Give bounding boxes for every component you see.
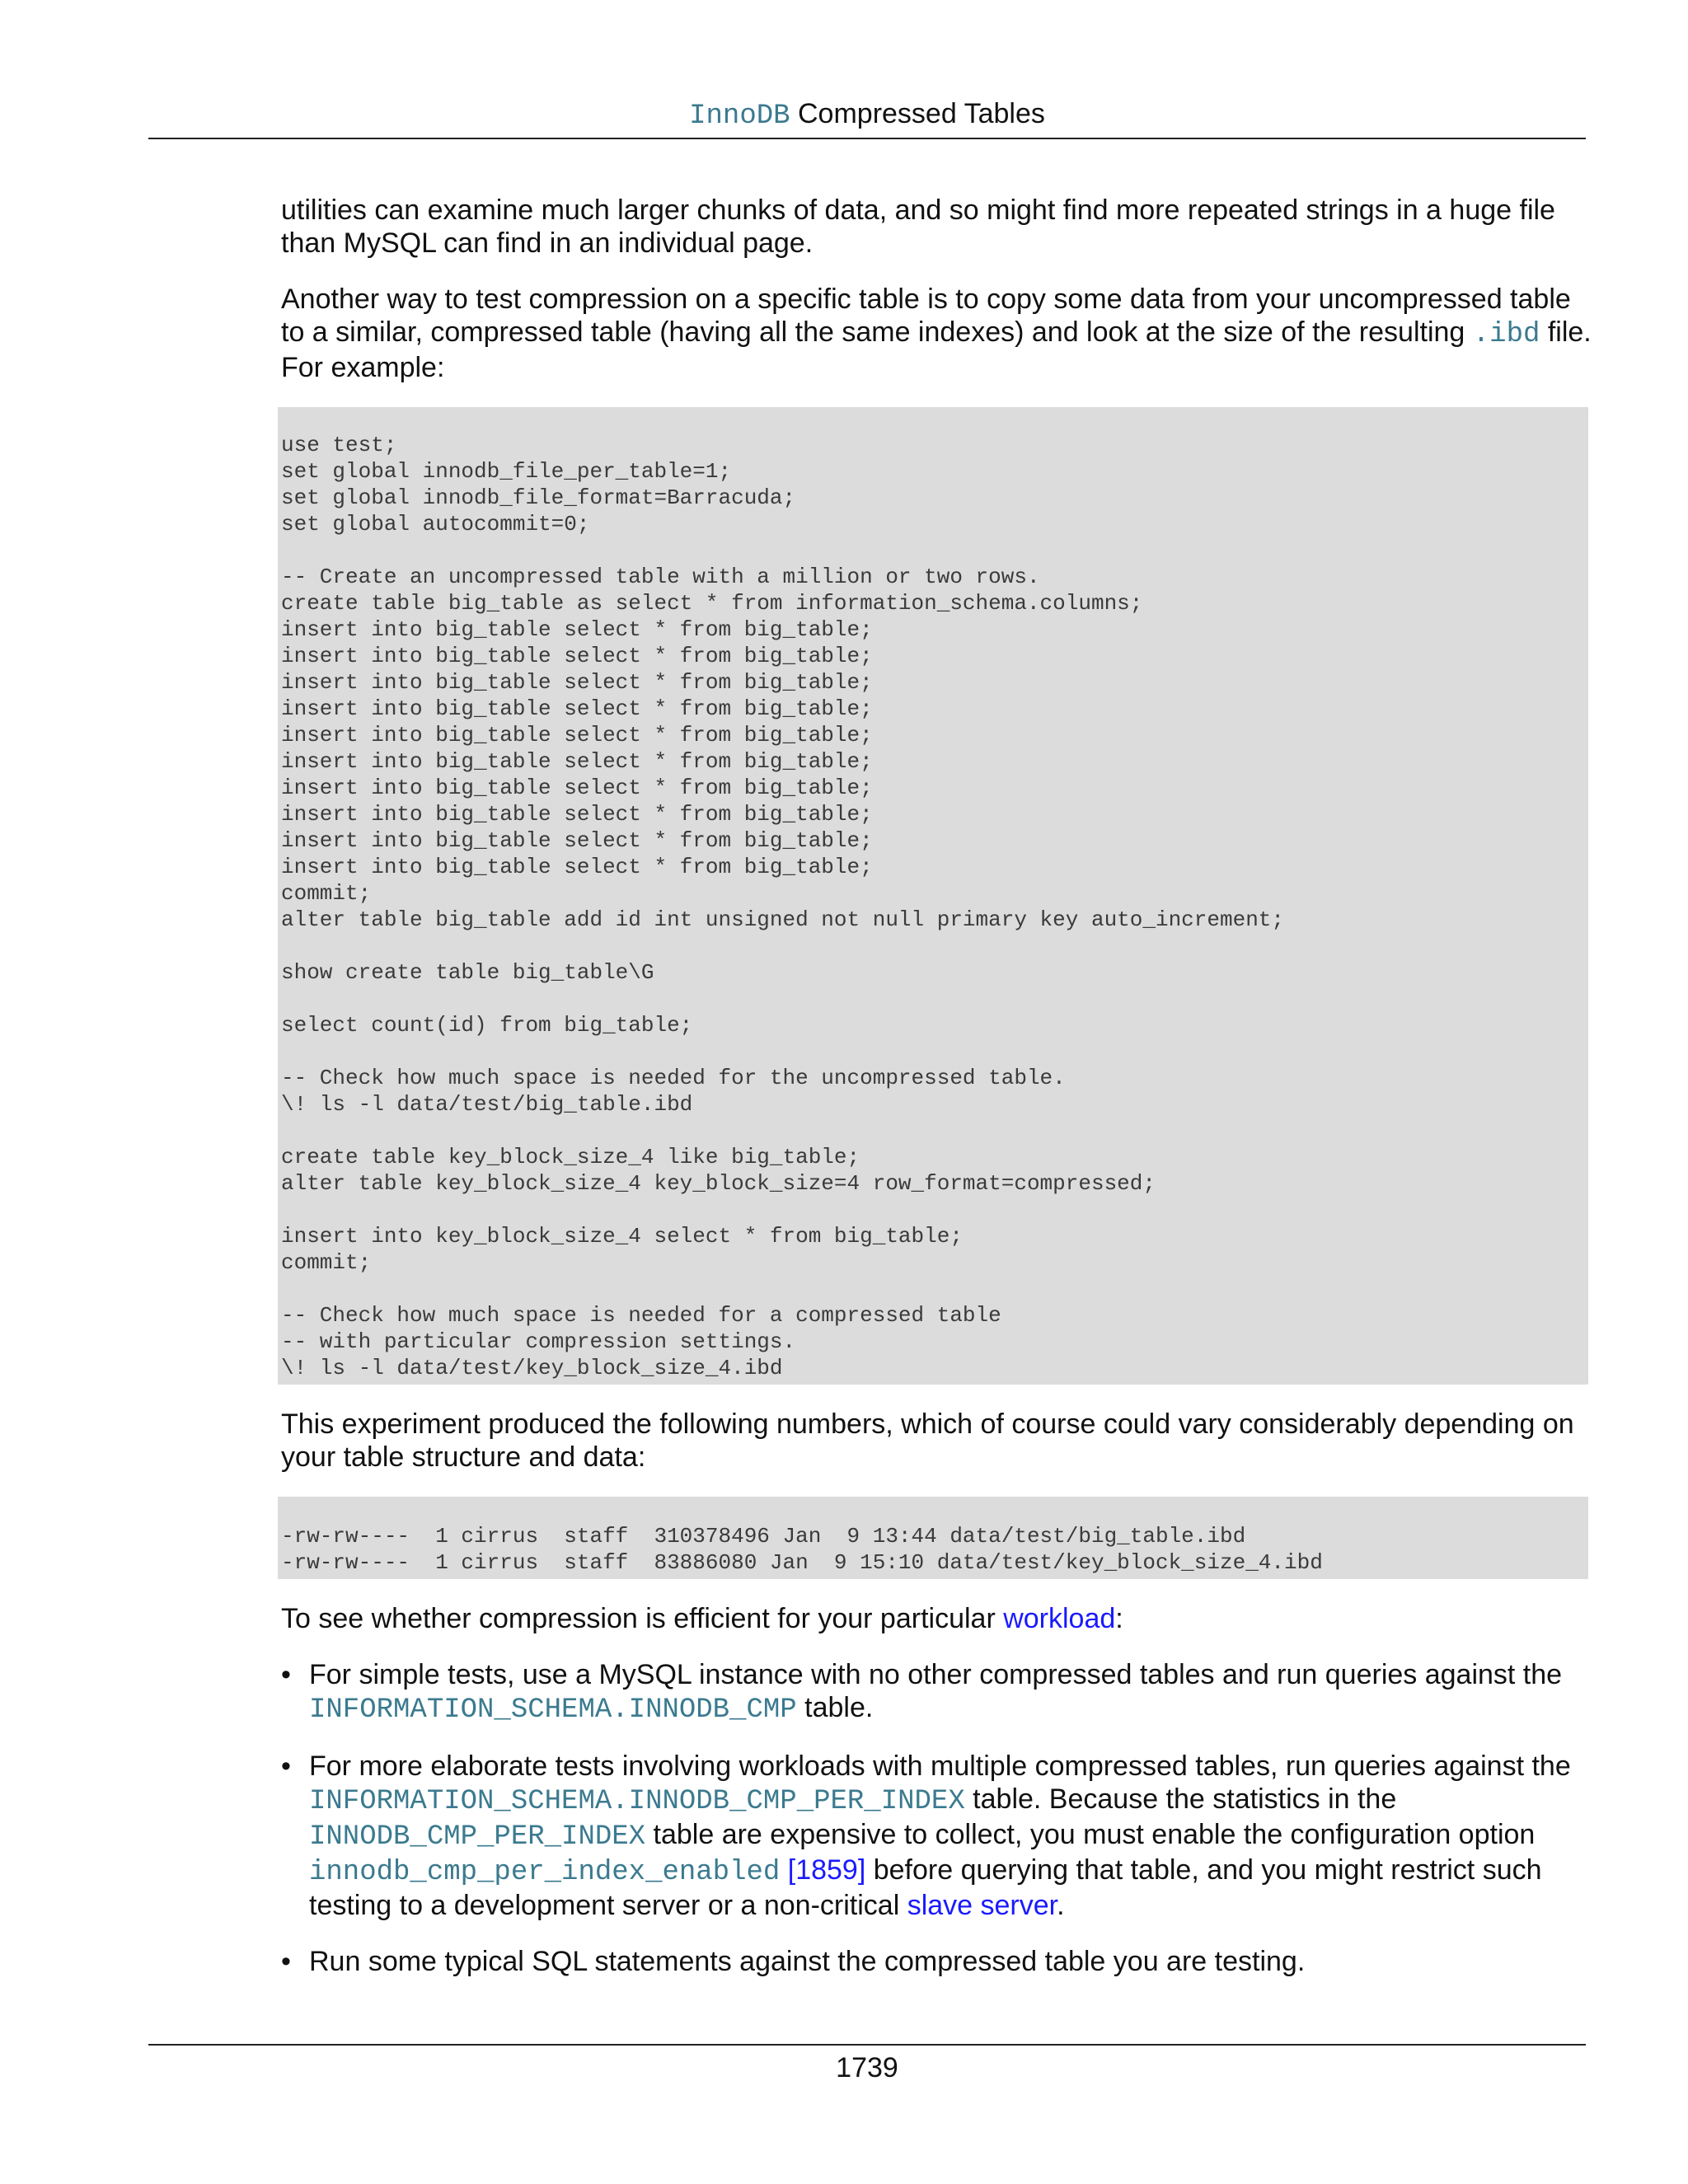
innodb-cmp-per-index-table-code: INNODB_CMP_PER_INDEX [309, 1821, 646, 1853]
header-title: Compressed Tables [790, 98, 1045, 129]
slave-server-link[interactable]: slave server [907, 1890, 1057, 1921]
paragraph-continuation: utilities can examine much larger chunks of data, and so might find more repeated strings in a huge file than MySQL can find in an individual page. [281, 194, 1555, 259]
main-content [281, 194, 1592, 2001]
list-text: For simple tests, use a MySQL instance with no other compressed tables and run queries against the [309, 1659, 1563, 1690]
ls-output: -rw-rw---- 1 cirrus staff 310378496 Jan 9 13:44 data/test/big_table.ibd -rw-rw---- 1 cirrus staff 83886080 Jan 9 15:10 data/test/key_block_size_4.ibd [281, 1524, 1323, 1575]
config-option-link[interactable]: innodb_cmp_per_index_enabled [309, 1857, 781, 1888]
list-text: table. [796, 1692, 874, 1723]
innodb-cmp-per-index-code: INFORMATION_SCHEMA.INNODB_CMP_PER_INDEX [309, 1786, 965, 1817]
header-code: InnoDB [689, 101, 790, 132]
paragraph-text: Another way to test compression on a specific table is to copy some data from your uncompressed table to a similar, compressed table (having all the same indexes) and look at the size of the resulting [281, 284, 1571, 348]
bullet-icon: • [281, 1946, 291, 1977]
paragraph-text: file. For example: [281, 316, 1592, 383]
list-text: . [1057, 1890, 1065, 1921]
footer-rule [148, 2044, 1586, 2046]
list-text: Run some typical SQL statements against the compressed table you are testing. [309, 1946, 1306, 1977]
paragraph-text: To see whether compression is efficient for your particular [281, 1603, 1004, 1634]
sql-code-block [278, 407, 1588, 1385]
list-text: table. Because the statistics in the [964, 1783, 1397, 1815]
list-item [281, 1750, 1592, 1922]
list-text: For more elaborate tests involving workloads with multiple compressed tables, run queries against the [309, 1750, 1571, 1782]
innodb-cmp-code: INFORMATION_SCHEMA.INNODB_CMP [309, 1694, 797, 1726]
ls-output-block [278, 1497, 1588, 1579]
page-reference-link[interactable]: [1859] [780, 1854, 866, 1886]
list-item [281, 1945, 1592, 1978]
paragraph-experiment: This experiment produced the following numbers, which of course could vary considerably depending on your table structure and data: [281, 1408, 1574, 1473]
paragraph-compression-test [281, 283, 1592, 384]
paragraph-text: : [1115, 1603, 1123, 1634]
page-number: 1739 [836, 2052, 898, 2083]
list-text: table are expensive to collect, you must enable the configuration option [645, 1819, 1536, 1850]
bullet-icon: • [281, 1659, 291, 1690]
paragraph-workload [281, 1602, 1592, 1635]
workload-link[interactable]: workload [1003, 1603, 1116, 1634]
list-text: before querying that table, and you might restrict such testing to a development server or a non-critical [309, 1854, 1542, 1921]
ibd-code: .ibd [1472, 319, 1540, 350]
list-item [281, 1658, 1592, 1727]
page-header [148, 96, 1586, 134]
sql-code: use test; set global innodb_file_per_table=1; set global innodb_file_format=Barracuda; set global autocommit=0; -- Create an uncompressed table with a million or two rows. create table big_table as select * from information_schema.columns; insert into big_table select * from big_table; insert into big_table select * from big_table; insert into big_table select * from big_table; insert into big_table select * from big_table; insert into big_table select * from big_table; insert into big_table select * from big_table; insert into big_table select * from big_table; insert into big_table select * from big_table; insert into big_table select * from big_table; insert into big_table select * from big_table; commit; alter table big_table add id int unsigned not null primary key auto_increment; show create table big_table\G select count(id) from big_table; -- Check how much space is needed for the uncompressed table. \! ls -l data/test/big_table.ibd create table key_block_size_4 like big_table; alter table key_block_size_4 key_block_size=4 row_format=compressed; insert into key_block_size_4 select * from big_table; commit; -- Check how much space is needed for a compressed table -- with particular compression settings. \! ls -l data/test/key_block_size_4.ibd [281, 433, 1284, 1380]
tips-list [281, 1658, 1592, 1978]
bullet-icon: • [281, 1750, 291, 1782]
header-rule [148, 138, 1586, 139]
